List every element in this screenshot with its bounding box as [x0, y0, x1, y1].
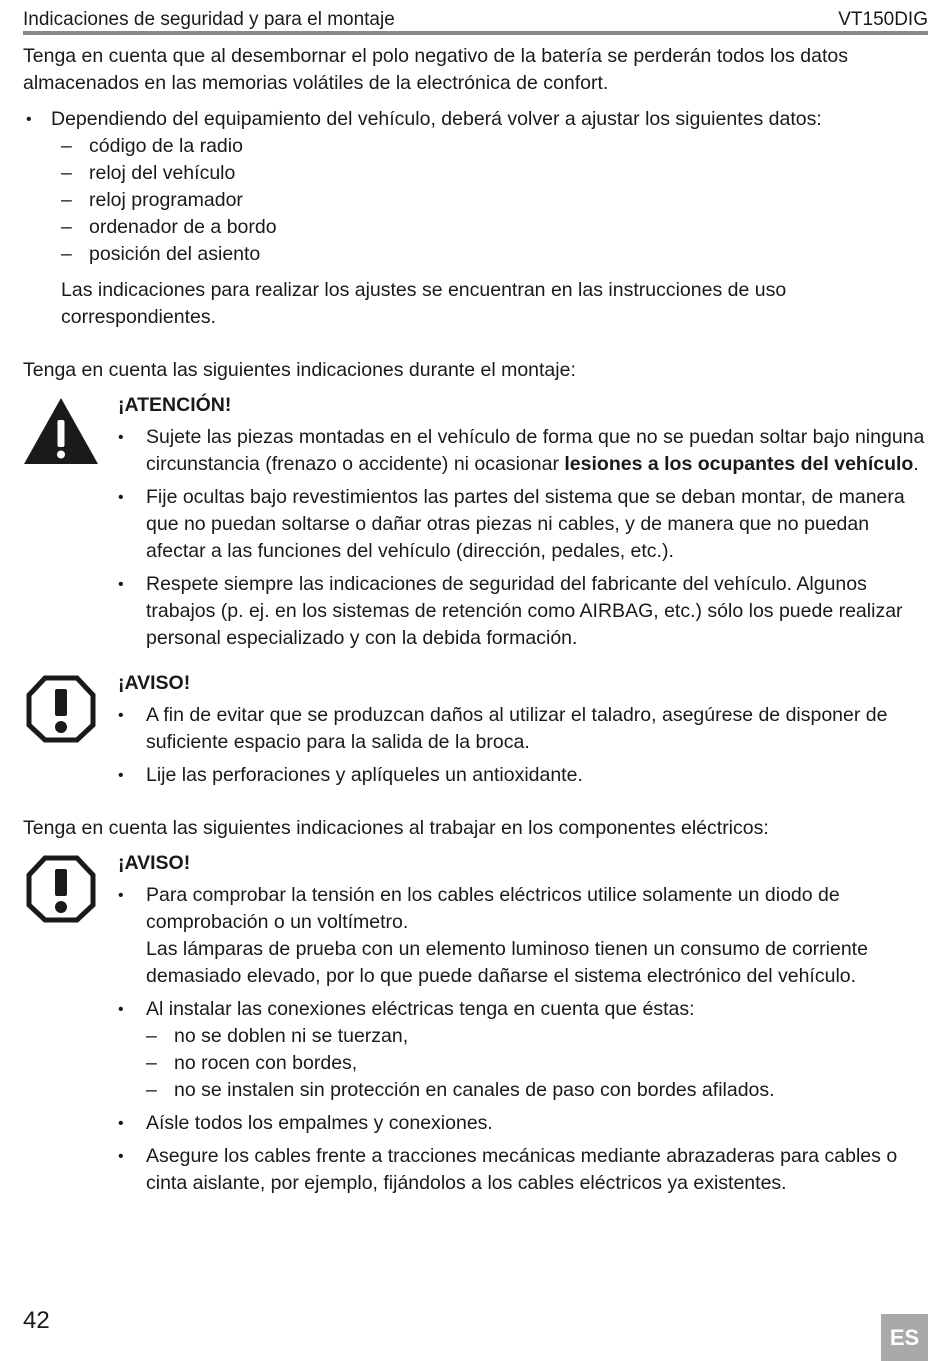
- list-item: [118, 882, 928, 990]
- aviso2-b1-line1: Para comprobar la tensión en los cables eléctricos utilice solamente un diodo de comprobación o un voltímetro.: [146, 884, 840, 933]
- montaje-lead: Tenga en cuenta las siguientes indicaciones durante el montaje:: [23, 359, 576, 381]
- electricos-lead: Tenga en cuenta las siguientes indicaciones al trabajar en los componentes eléctricos:: [23, 817, 769, 839]
- list-item: • Fije ocultas bajo revestimientos las partes del sistema que se deban montar, de manera que no puedan soltarse o dañar otras piezas ni cables, y de manera que no puedan afectar a las funciones del vehículo (dirección, pedales, etc.).: [118, 484, 928, 565]
- aviso-heading: ¡AVISO!: [118, 672, 191, 694]
- aviso-drilling-list: [118, 702, 928, 789]
- atencion-block: [23, 392, 928, 652]
- data-bullet-list: [23, 106, 928, 268]
- aviso-heading: ¡AVISO!: [118, 852, 191, 874]
- atencion-heading: ¡ATENCIÓN!: [118, 394, 232, 416]
- list-item: – no se doblen ni se tuerzan,: [146, 1023, 928, 1050]
- language-badge: ES: [881, 1314, 928, 1361]
- list-item: [118, 424, 928, 478]
- aviso2-b1-line2: Las lámparas de prueba con un elemento luminoso tienen un consumo de corriente demasiado elevado, por lo que puede dañarse el sistema electrónico del vehículo.: [146, 938, 868, 987]
- list-item: – ordenador de a bordo: [51, 214, 928, 241]
- page-number: 42: [23, 1307, 50, 1334]
- octagon-exclamation-icon: [23, 854, 99, 924]
- octagon-exclamation-icon: [23, 674, 99, 744]
- list-item: • Aísle todos los empalmes y conexiones.: [118, 1110, 928, 1137]
- page-content: [23, 43, 928, 1203]
- header-model: VT150DIG: [838, 9, 928, 30]
- list-item: • Lije las perforaciones y aplíqueles un antioxidante.: [118, 762, 928, 789]
- list-item: – reloj del vehículo: [51, 160, 928, 187]
- header-title: Indicaciones de seguridad y para el montaje: [23, 9, 395, 30]
- data-items-list: [51, 133, 928, 268]
- aviso2-b2-text: Al instalar las conexiones eléctricas tenga en cuenta que éstas:: [146, 998, 695, 1020]
- list-item: [23, 106, 928, 268]
- list-item: • A fin de evitar que se produzcan daños al utilizar el taladro, asegúrese de disponer de suficiente espacio para la salida de la broca.: [118, 702, 928, 756]
- atencion-b1-pre: Sujete las piezas montadas en el vehículo de forma que no se puedan soltar bajo ninguna circunstancia (frenazo o accidente) ni ocasionar: [146, 426, 925, 475]
- list-item: – posición del asiento: [51, 241, 928, 268]
- list-item: – no rocen con bordes,: [146, 1050, 928, 1077]
- atencion-list: [118, 424, 928, 652]
- list-item: • Asegure los cables frente a tracciones mecánicas mediante abrazaderas para cables o cinta aislante, por ejemplo, fijándolos a los cables eléctricos ya existentes.: [118, 1143, 928, 1197]
- data-bullet-text: Dependiendo del equipamiento del vehículo, deberá volver a ajustar los siguientes datos:: [51, 108, 822, 130]
- connection-rules-list: [146, 1023, 928, 1104]
- list-item: – código de la radio: [51, 133, 928, 160]
- list-item: [118, 996, 928, 1104]
- aviso-electrical-list: [118, 882, 928, 1197]
- adjustment-note: Las indicaciones para realizar los ajustes se encuentran en las instrucciones de uso correspondientes.: [61, 279, 787, 328]
- aviso-drilling-block: [23, 670, 928, 789]
- page-header: [23, 7, 928, 35]
- list-item: – reloj programador: [51, 187, 928, 214]
- list-item: • Respete siempre las indicaciones de seguridad del fabricante del vehículo. Algunos trabajos (p. ej. en los sistemas de retención como AIRBAG, etc.) sólo los puede realizar personal especializado y con la debida formación.: [118, 571, 928, 652]
- warning-triangle-icon: [23, 396, 99, 466]
- atencion-b1-post: .: [913, 453, 919, 475]
- list-item: – no se instalen sin protección en canales de paso con bordes afilados.: [146, 1077, 928, 1104]
- aviso-electrical-block: [23, 850, 928, 1197]
- intro-paragraph: Tenga en cuenta que al desembornar el polo negativo de la batería se perderán todos los datos almacenados en las memorias volátiles de la electrónica de confort.: [23, 45, 848, 94]
- atencion-b1-bold: lesiones a los ocupantes del vehículo: [564, 453, 914, 475]
